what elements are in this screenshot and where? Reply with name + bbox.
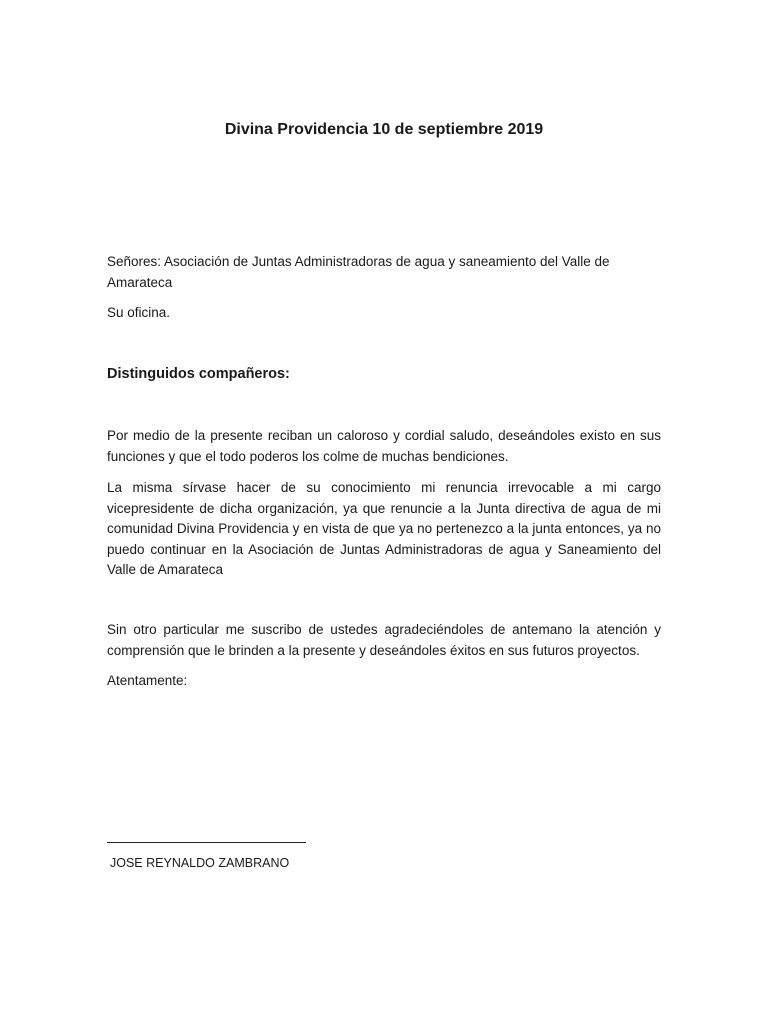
addressee: Señores: Asociación de Juntas Administradoras de agua y saneamiento del Valle de Amarateca bbox=[107, 254, 610, 290]
signer-name: JOSE REYNALDO ZAMBRANO bbox=[110, 856, 290, 870]
place-date-heading: Divina Providencia 10 de septiembre 2019 bbox=[224, 121, 544, 138]
closing: Atentamente: bbox=[107, 673, 188, 688]
body-paragraph-1: Por medio de la presente reciban un caloroso y cordial saludo, deseándoles existo en sus funciones y que el todo poderos los colme de muchas bendiciones. bbox=[107, 428, 661, 464]
body-paragraph-3: Sin otro particular me suscribo de ustedes agradeciéndoles de antemano la atención y comprensión que le brinden a la presente y deseándoles éxitos en sus futuros proyectos. bbox=[107, 622, 661, 658]
office-line: Su oficina. bbox=[107, 305, 171, 320]
body-paragraph-2: La misma sírvase hacer de su conocimiento mi renuncia irrevocable a mi cargo vicepresidente de dicha organización, ya que renuncie a la Junta directiva de agua de mi comunidad Divina Providencia y en vista de que ya no pertenezco a la junta entonces, ya no puedo continuar en la Asociación de Juntas Administradoras de agua y Saneamiento del Valle de Amarateca bbox=[107, 480, 661, 577]
signature-line bbox=[107, 842, 306, 843]
salutation: Distinguidos compañeros: bbox=[107, 366, 290, 382]
